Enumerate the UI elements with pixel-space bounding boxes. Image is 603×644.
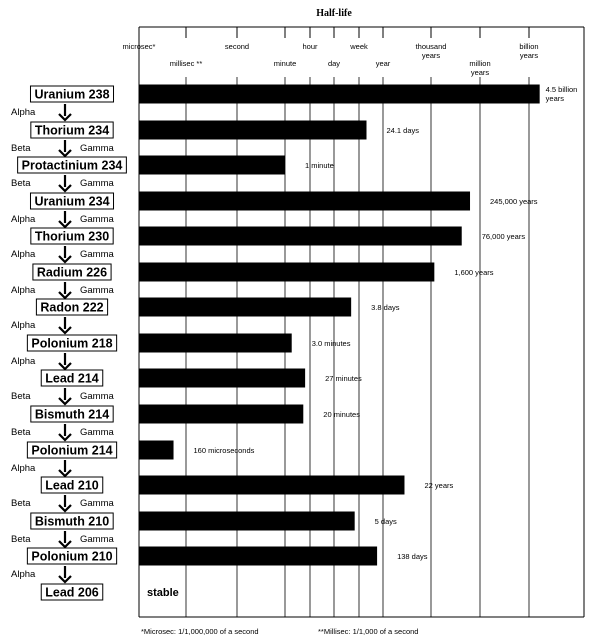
nuclide-name-radon-222: Radon 222 <box>40 300 104 315</box>
nuclide-name-polonium-214: Polonium 214 <box>31 443 113 458</box>
nuclide-name-bismuth-210: Bismuth 210 <box>34 514 110 529</box>
decay-mode-protactinium-234-beta: Beta <box>11 178 31 189</box>
decay-mode-uranium-234-alpha: Alpha <box>11 214 36 225</box>
decay-mode-radon-222-alpha: Alpha <box>11 320 36 331</box>
tick-label-day: day <box>327 59 341 68</box>
bar-protactinium-234 <box>139 156 285 175</box>
decay-mode-radium-226-alpha: Alpha <box>11 285 36 296</box>
nuclide-name-protactinium-234: Protactinium 234 <box>21 158 123 173</box>
nuclide-column <box>11 86 126 600</box>
nuclide-name-lead-210: Lead 210 <box>45 478 99 493</box>
half-life-label-radium-226: 1,600 years <box>454 268 494 277</box>
decay-mode-uranium-234-gamma: Gamma <box>80 214 114 225</box>
bar-radon-222 <box>139 298 351 317</box>
decay-mode-polonium-218-alpha: Alpha <box>11 356 36 367</box>
footnote-millisec: **Millisec: 1/1,000 of a second <box>318 627 419 636</box>
decay-mode-thorium-234-gamma: Gamma <box>80 143 114 154</box>
bar-lead-214 <box>139 369 305 388</box>
half-life-label-bismuth-214: 20 minutes <box>323 410 360 419</box>
tick-label-hour: hour <box>302 42 318 51</box>
tick-labels <box>123 42 539 77</box>
half-life-label-thorium-230: 76,000 years <box>481 232 526 241</box>
bar-uranium-238 <box>139 85 540 104</box>
nuclide-name-uranium-234: Uranium 234 <box>34 194 110 209</box>
decay-mode-bismuth-214-beta: Beta <box>11 427 31 438</box>
footnote-microsec: *Microsec: 1/1,000,000 of a second <box>141 627 259 636</box>
half-life-label-radon-222: 3.8 days <box>371 303 400 312</box>
tick-label-year: year <box>375 59 391 68</box>
decay-mode-lead-214-beta: Beta <box>11 391 31 402</box>
decay-mode-thorium-234-beta: Beta <box>11 143 31 154</box>
tick-label-week: week <box>350 42 368 51</box>
half-life-label-polonium-214: 160 microseconds <box>193 446 255 455</box>
tick-label-thousand-years: thousand years <box>415 42 447 60</box>
decay-mode-radium-226-gamma: Gamma <box>80 285 114 296</box>
bar-bismuth-210 <box>139 512 355 531</box>
tick-label-minute: minute <box>273 59 297 68</box>
bar-bismuth-214 <box>139 405 303 424</box>
decay-mode-bismuth-210-gamma: Gamma <box>80 534 114 545</box>
tick-label-microsec: microsec* <box>122 42 156 51</box>
tick-label-billion-years: billion years <box>519 42 539 60</box>
bar-radium-226 <box>139 263 434 282</box>
decay-mode-thorium-230-alpha: Alpha <box>11 249 36 260</box>
decay-mode-polonium-210-alpha: Alpha <box>11 569 36 580</box>
bar-thorium-234 <box>139 121 367 140</box>
tick-label-million-years: million years <box>469 59 491 77</box>
bar-polonium-218 <box>139 334 292 353</box>
nuclide-name-polonium-210: Polonium 210 <box>31 549 113 564</box>
bar-lead-210 <box>139 476 404 495</box>
half-life-label-thorium-234: 24.1 days <box>386 126 420 135</box>
nuclide-name-uranium-238: Uranium 238 <box>34 87 110 102</box>
bar-uranium-234 <box>139 192 470 211</box>
nuclide-name-thorium-230: Thorium 230 <box>34 229 110 244</box>
decay-mode-lead-210-gamma: Gamma <box>80 498 114 509</box>
nuclide-name-lead-206: Lead 206 <box>45 585 99 600</box>
half-life-label-uranium-234: 245,000 years <box>490 197 538 206</box>
decay-mode-polonium-214-alpha: Alpha <box>11 463 36 474</box>
decay-mode-thorium-230-gamma: Gamma <box>80 249 114 260</box>
half-life-label-polonium-210: 138 days <box>397 552 428 561</box>
decay-mode-bismuth-210-beta: Beta <box>11 534 31 545</box>
decay-mode-lead-214-gamma: Gamma <box>80 391 114 402</box>
decay-mode-uranium-238-alpha: Alpha <box>11 107 36 118</box>
nuclide-name-polonium-218: Polonium 218 <box>31 336 113 351</box>
tick-label-second: second <box>224 42 250 51</box>
bars <box>139 85 540 566</box>
tick-label-millisec: millisec ** <box>169 59 203 68</box>
chart-title: Half-life <box>316 8 352 19</box>
decay-mode-lead-210-beta: Beta <box>11 498 31 509</box>
half-life-label-lead-214: 27 minutes <box>325 374 362 383</box>
nuclide-name-radium-226: Radium 226 <box>36 265 108 280</box>
nuclide-name-bismuth-214: Bismuth 214 <box>34 407 110 422</box>
decay-mode-protactinium-234-gamma: Gamma <box>80 178 114 189</box>
half-life-label-polonium-218: 3.0 minutes <box>311 339 351 348</box>
bar-polonium-214 <box>139 441 174 460</box>
half-life-label-bismuth-210: 5 days <box>374 517 397 526</box>
bar-thorium-230 <box>139 227 462 246</box>
half-life-label-uranium-238: 4.5 billion years <box>545 85 578 103</box>
half-life-label-protactinium-234: 1 minute <box>305 161 334 170</box>
nuclide-name-lead-214: Lead 214 <box>45 371 99 386</box>
stable-label-lead-206: stable <box>147 587 179 599</box>
nuclide-name-thorium-234: Thorium 234 <box>34 123 110 138</box>
half-life-label-lead-210: 22 years <box>424 481 454 490</box>
bar-polonium-210 <box>139 547 377 566</box>
decay-mode-bismuth-214-gamma: Gamma <box>80 427 114 438</box>
